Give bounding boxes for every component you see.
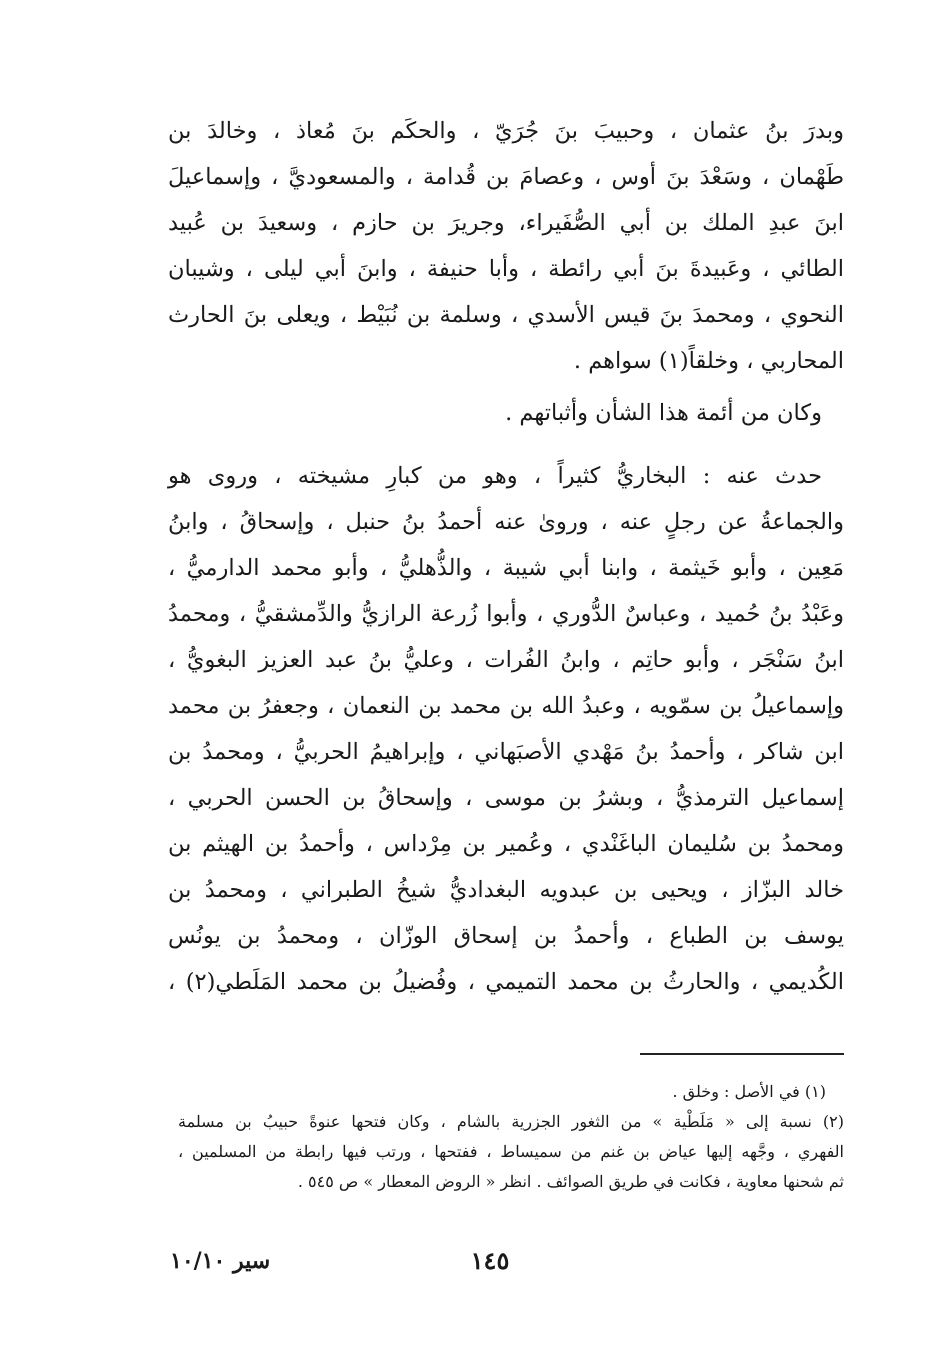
text-line: ابن شاكر ، وأحمدُ بنُ مَهْدي الأصبَهاني ، وإبراهيمُ الحربيُّ ، ومحمدُ بن	[168, 739, 844, 765]
text-line: خالد البزّاز ، ويحيى بن عبدويه البغداديُّ شيخُ الطبراني ، ومحمدُ بن	[168, 877, 844, 903]
footnote-line: (٢) نسبة إلى « مَلَطْية » من الثغور الجزرية بالشام ، وكان فتحها عنوةً حبيبُ بن مسلمة	[178, 1112, 844, 1131]
text-line: إسماعيل الترمذيُّ ، وبشرُ بن موسى ، وإسحاقُ بن الحسن الحربي ،	[168, 785, 844, 811]
text-line: والجماعةُ عن رجلٍ عنه ، وروىٰ عنه أحمدُ بنُ حنبل ، وإسحاقُ ، وابنُ	[168, 509, 844, 535]
text-line: ابنَ عبدِ الملك بن أبي الصُّفَيراء، وجريرَ بن حازم ، وسعيدَ بن عُبيد	[168, 210, 844, 236]
running-footer: سير ١٠/١٠	[170, 1248, 271, 1274]
text-line: وكان من أئمة هذا الشأن وأثباتهم .	[505, 400, 822, 426]
text-line: وعَبْدُ بنُ حُميد ، وعباسٌ الدُّوري ، وأبوا زُرعة الرازيُّ والدِّمشقيُّ ، ومحمدُ	[168, 601, 844, 627]
text-line: حدث عنه : البخاريُّ كثيراً ، وهو من كبارِ مشيخته ، وروى هو	[168, 463, 822, 489]
text-line: الطائي ، وعَبيدةَ بنَ أبي رائطة ، وأبا حنيفة ، وابنَ أبي ليلى ، وشيبان	[168, 256, 844, 282]
text-line: وبدرَ بنُ عثمان ، وحبيبَ بنَ جُرَيّ ، والحكَم بنَ مُعاذ ، وخالدَ بن	[168, 118, 844, 144]
text-line: ومحمدُ بن سُليمان الباغَنْدي ، وعُمير بن مِرْداس ، وأحمدُ بن الهيثم بن	[168, 831, 844, 857]
text-line: يوسف بن الطباع ، وأحمدُ بن إسحاق الوزّان ، ومحمدُ بن يونُس	[168, 923, 844, 949]
page-number: ١٤٥	[470, 1246, 510, 1275]
footnote-line: الفهري ، وجَّهه إليها عياض بن غنم من سميساط ، ففتحها ، ورتب فيها رابطة من المسلمين ،	[178, 1142, 844, 1161]
paragraph-1	[168, 108, 844, 384]
footnote-line: ثم شحنها معاوية ، فكانت في طريق الصوائف . انظر « الروض المعطار » ص ٥٤٥ .	[297, 1172, 844, 1191]
text-line: النحوي ، ومحمدَ بنَ قيس الأسدي ، وسلمة بن نُبَيْط ، ويعلى بنَ الحارث	[168, 302, 844, 328]
paragraph-2	[168, 390, 844, 436]
footnote-divider	[640, 1053, 844, 1055]
text-line: ابنُ سَنْجَر ، وأبو حاتِم ، وابنُ الفُرات ، وعليُّ بنُ عبد العزيز البغويُّ ،	[168, 647, 844, 673]
footnotes	[178, 1077, 844, 1197]
text-line: الكُديمي ، والحارثُ بن محمد التميمي ، وفُضيلُ بن محمد المَلَطي(٢) ،	[168, 969, 844, 995]
text-line: وإسماعيلُ بن سمّويه ، وعبدُ الله بن محمد بن النعمان ، وجعفرُ بن محمد	[168, 693, 844, 719]
text-line: طَهْمان ، وسَعْدَ بنَ أوس ، وعصامَ بن قُدامة ، والمسعوديَّ ، وإسماعيلَ	[168, 164, 844, 190]
text-line: المحاربي ، وخلقاً(١) سواهم .	[573, 348, 844, 374]
text-line: مَعِين ، وأبو خَيثمة ، وابنا أبي شيبة ، والذُّهليُّ ، وأبو محمد الدارميُّ ،	[168, 555, 844, 581]
paragraph-3	[168, 453, 844, 1005]
footnote-line: (١) في الأصل : وخلق .	[672, 1082, 826, 1101]
